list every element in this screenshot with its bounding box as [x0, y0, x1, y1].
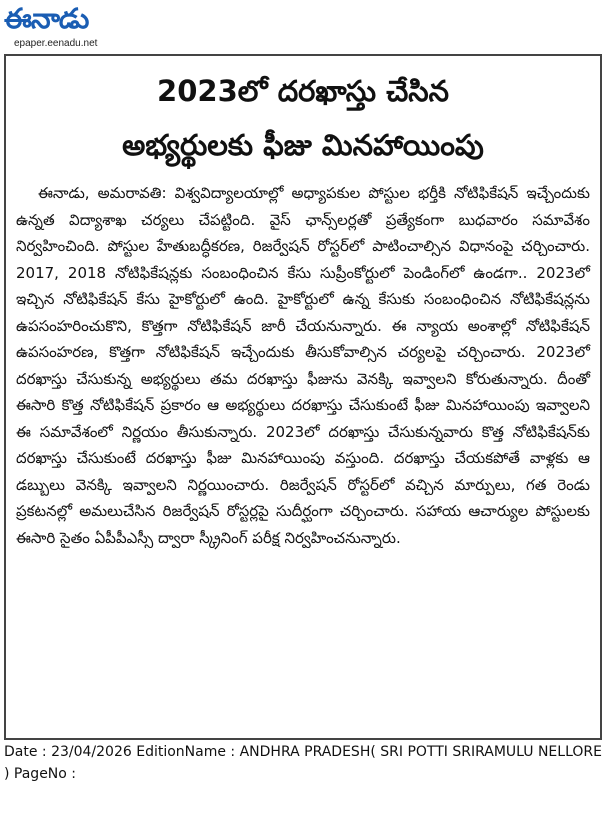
article-body	[16, 180, 590, 551]
headline-line-1: 2023లో దరఖాస్తు చేసిన	[157, 74, 449, 108]
eenadu-logo: ఈనాడు	[4, 2, 89, 35]
edition-footer: Date : 23/04/2026 EditionName : ANDHRA PRADESH( SRI POTTI SRIRAMULU NELLORE ) PageNo :	[4, 744, 602, 782]
news-clipping	[4, 54, 602, 740]
site-url: epaper.eenadu.net	[14, 38, 98, 49]
article-text: ఈనాడు, అమరావతి: విశ్వవిద్యాలయాల్లో అధ్యాపకుల పోస్టుల భర్తీకి నోటిఫికేషన్ ఇచ్చేందుకు ఉన్నత విద్యాశాఖ చర్యలు చేపట్టింది. వైస్ ఛాన్స్‌లర్లతో ప్రత్యేకంగా బుధవారం సమావేశం నిర్వహించింది. పోస్టుల హేతుబద్ధీకరణ, రిజర్వేషన్ రోస్టర్‌లో పాటించాల్సిన విధానంపై చర్చించారు. 2017, 2018 నోటిఫికేషన్లకు సంబంధించిన కేసు సుప్రీంకోర్టులో పెండింగ్‌లో ఉండగా.. 2023లో ఇచ్చిన నోటిఫికేషన్ కేసు హైకోర్టులో ఉంది. హైకోర్టులో ఉన్న కేసుకు సంబంధించిన నోటిఫికేషన్లను ఉపసంహరించుకొని, కొత్తగా నోటిఫికేషన్ జారీ చేయనున్నారు. ఈ న్యాయ అంశాల్లో నోటిఫికేషన్ ఉపసంహరణ, కొత్తగా నోటిఫికేషన్ ఇచ్చేందుకు తీసుకోవాల్సిన చర్యలపై చర్చించారు. 2023లో దరఖాస్తు చేసుకున్న అభ్యర్థులు తమ దరఖాస్తు ఫీజును వెనక్కి ఇవ్వాలని కోరుతున్నారు. దీంతో ఈసారి కొత్త నోటిఫికేషన్ ప్రకారం ఆ అభ్యర్థులు దరఖాస్తు చేసుకుంటే ఫీజు మినహాయింపు ఇవ్వాలని ఈ సమావేశంలో నిర్ణయం తీసుకున్నారు. 2023లో దరఖాస్తు చేసుకున్నవారు కొత్త నోటిఫికేషన్‌కు దరఖాస్తు చేసుకుంటే దరఖాస్తు ఫీజు మినహాయింపు వస్తుంది. దరఖాస్తు చేయకపోతే వాళ్లకు ఆ డబ్బులు వెనక్కి ఇవ్వాలని నిర్ణయించారు. రిజర్వేషన్ రోస్టర్‌లో వచ్చిన మార్పులు, గత రెండు ప్రకటనల్లో అమలుచేసిన రిజర్వేషన్ రోస్టర్లపై సుదీర్ఘంగా చర్చించారు. సహాయ ఆచార్యుల పోస్టులకు ఈసారి సైతం ఏపీపీఎస్సీ ద్వారా స్క్రీనింగ్ పరీక్ష నిర్వహించనున్నారు.	[16, 184, 590, 547]
headline-line-2: అభ్యర్థులకు ఫీజు మినహాయింపు	[122, 128, 484, 162]
